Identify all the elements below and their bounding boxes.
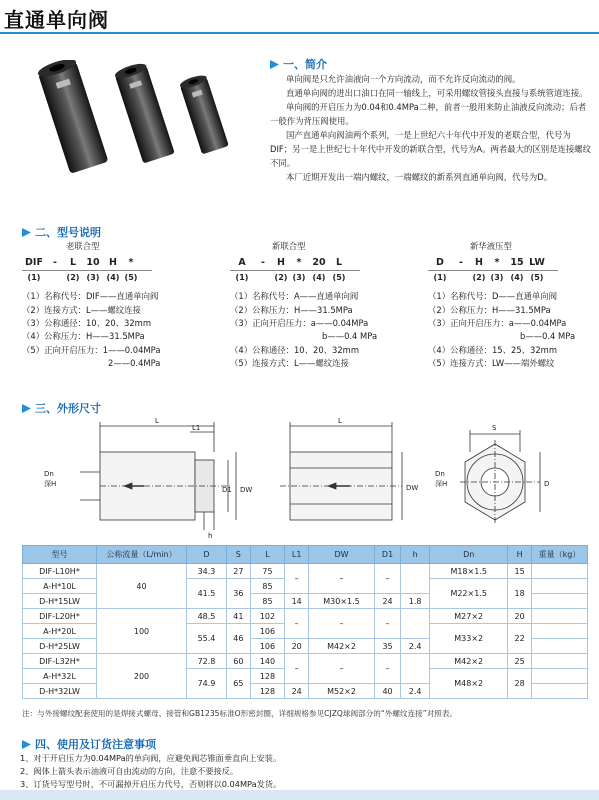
model-line: b——0.4 MPa [322,331,378,342]
table-header-row [23,546,588,564]
dim-dw-label-2: DW [406,484,419,492]
intro-para: 单向阀的开启压力为0.04和0.4MPa二种，前者一般用来防止油液反向流动；后者一般作为背压阀使用。 [270,102,587,126]
th-d1: D1 [375,546,401,564]
intro-para: 本厂近期开发出一端内螺纹，一端螺纹的新系列直通单向阀，代号为D。 [286,172,553,182]
model-line: （1）名称代号：A——直通单向阀 [230,291,359,302]
model-col-title: 老联合型 [66,241,100,251]
model-code-row: D - H * 15 LW [436,257,545,269]
dim-l-label: L [155,417,159,425]
section-arrow-icon [22,740,31,749]
model-num-row: (1) (2) (3) (4) (5) [230,270,360,284]
dim-s-label: S [492,424,497,432]
section-model-heading: 二、型号说明 [22,224,101,240]
model-line: （2）公称压力：H——31.5MPa [428,304,551,315]
table-row: D-H*25LW 106 20 M42×2 35 2.4 [23,639,588,654]
valve-medium [113,61,174,163]
section-arrow-icon [270,60,279,69]
table-row: A-H*32L 74.9 65 128 M48×2 28 [23,669,588,684]
model-code-row: DIF - L 10 H * [25,257,134,269]
th-model: 型号 [23,546,97,564]
drawing-side-view [280,422,402,520]
dim-l1-label: L1 [192,424,201,432]
dim-l-label-2: L [338,417,342,425]
table-row: D-H*15LW 85 14 M30×1.5 24 1.8 [23,594,588,609]
drawing-side-section [80,422,236,530]
table-row: A-H*20L 55.4 46 106 M33×2 22 [23,624,588,639]
dim-d-label: D [544,480,550,488]
table-row: A-H*10L 41.5 36 85 M22×1.5 18 [23,579,588,594]
th-flow: 公称流量（L/min） [97,546,187,564]
dim-dn-label-2: Dn [435,470,445,478]
model-line: （1）名称代号：DIF——直通单向阀 [22,291,159,302]
intro-para: 单向阀是只允许油液向一个方向流动，而不允许反向流动的阀。 [286,74,521,84]
dim-dw-label: DW [240,486,253,494]
th-deep: H [508,546,532,564]
usage-item: 1、对于开启压力为0.04MPa的单向阀，应避免阀芯锥面垂直向上安装。 [20,753,282,763]
model-line: （3）公称通径：10、20、32mm [22,318,151,329]
usage-list [20,752,281,791]
title-band [0,0,599,34]
table-note: 注：与外接螺纹配套使用的是焊接式螺母、接管和GB1235标准O形密封圈，详细规格参见CJZQ球阀部分的“外螺纹连接”对照表。 [22,709,458,718]
model-line: （5）正向开启压力：1——0.04MPa [22,344,161,355]
dimension-drawings [40,412,590,542]
table-row: DIF-L32H* 200 72.8 60 140 – – – M42×2 25 [23,654,588,669]
model-line: （4）公称通径：10、20、32mm [230,344,359,355]
model-col-title: 新联合型 [272,241,306,251]
section-dimension-heading: 三、外形尺寸 [22,400,101,416]
model-line: （2）连接方式：L——螺纹连接 [22,304,141,315]
model-line: （3）正向开启压力：a——0.04MPa [230,318,369,329]
model-line: （4）公称通径：15、25、32mm [428,344,557,355]
page-title: 直通单向阀 [4,8,109,32]
model-col-old [22,240,202,371]
product-photo [20,60,250,180]
model-line: （2）公称压力：H——31.5MPa [230,304,353,315]
intro-text [270,72,592,184]
th-dn: Dn [430,546,508,564]
dim-dn-label: Dn [44,470,54,478]
model-col-title: 新华液压型 [470,241,512,251]
dim-deep-label-2: 深H [435,480,448,488]
usage-item: 3、订货号写型号时，不可漏掉开启压力代号，否则将以0.04MPa发货。 [20,779,282,789]
model-line: 2——0.4MPa [108,358,161,369]
dim-d1-label: D1 [222,486,232,494]
model-col-xinhua [428,240,593,371]
section-intro-heading: 一、简介 [270,56,327,72]
dim-deep-label: 深H [44,480,57,488]
th-l: L [250,546,285,564]
th-s: S [226,546,250,564]
th-weight: 重量（kg） [532,546,588,564]
table-row: DIF-L20H* 100 48.5 41 102 – – – M27×2 20 [23,609,588,624]
usage-item: 2、阀体上箭头表示油液可自由流动的方向，注意不要接反。 [20,766,239,776]
th-l1: L1 [285,546,309,564]
th-h: h [401,546,430,564]
section-usage-heading: 四、使用及订货注意事项 [22,736,156,752]
model-line: （1）名称代号：D——直通单向阀 [428,291,558,302]
th-d: D [187,546,227,564]
spec-table [22,545,588,699]
model-num-row: (1) (2) (3) (4) (5) [428,270,558,284]
intro-para: 直通单向阀的进出口油口在同一轴线上，可采用螺纹管接头直接与系统管道连接。 [286,88,588,98]
drawing-end-view [460,430,540,524]
table-row: D-H*32LW 128 24 M52×2 40 2.4 [23,684,588,699]
model-line: （4）公称压力：H——31.5MPa [22,331,145,342]
valve-large [36,60,108,174]
dim-h-label: h [208,532,213,540]
model-code-row: A - H * 20 L [238,257,343,269]
model-line: （5）连接方式：L——螺纹连接 [230,358,349,369]
intro-para: 国产直通单向阀油两个系列，一是上世纪六十年代中开发的老联合型，代号为DIF；另一是上世纪七十年代中开发的新联合型，代号为A。两者最大的区别是连接螺纹不同。 [270,130,591,168]
th-dw: DW [309,546,375,564]
model-line: b——0.4 MPa [520,331,576,342]
valve-small [179,73,229,154]
section-arrow-icon [22,404,31,413]
model-num-row: (1) (2) (3) (4) (5) [22,270,152,284]
section-arrow-icon [22,228,31,237]
model-col-new [230,240,410,371]
model-line: （5）连接方式：LW——端外螺纹 [428,358,555,369]
model-line: （3）正向开启压力：a——0.04MPa [428,318,567,329]
bottom-strip [0,790,599,800]
table-row: DIF-L10H* 40 34.3 27 75 – – – M18×1.5 15 [23,564,588,579]
